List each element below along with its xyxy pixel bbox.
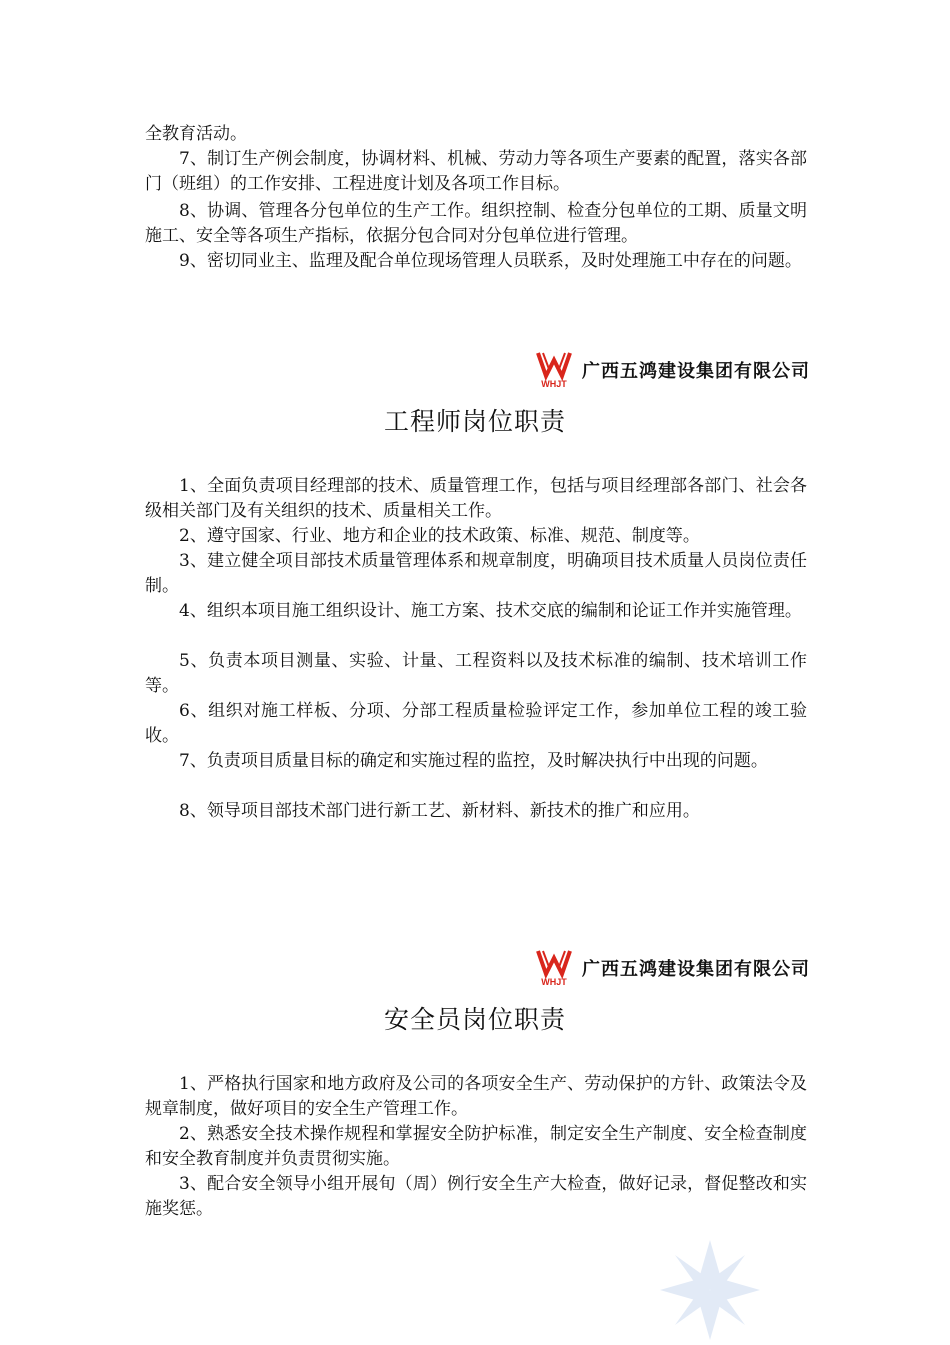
safety-item-3: 3、配合安全领导小组开展旬（周）例行安全生产大检查，做好记录，督促整改和实施奖惩。 — [145, 1174, 807, 1219]
engineer-item-4: 4、组织本项目施工组织设计、施工方案、技术交底的编制和论证工作并实施管理。 — [179, 601, 802, 621]
engineer-item-7: 7、负责项目质量目标的确定和实施过程的监控，及时解决执行中出现的问题。 — [179, 751, 768, 771]
company-logo-icon — [532, 350, 576, 390]
company-logo-icon — [532, 948, 576, 988]
continuation-item-9: 9、密切同业主、监理及配合单位现场管理人员联系，及时处理施工中存在的问题。 — [179, 251, 802, 271]
section-title-engineer: 工程师岗位职责 — [383, 407, 566, 436]
engineer-item-3: 3、建立健全项目部技术质量管理体系和规章制度，明确项目技术质量人员岗位责任制。 — [145, 551, 807, 596]
engineer-item-8: 8、领导项目部技术部门进行新工艺、新材料、新技术的推广和应用。 — [179, 801, 700, 821]
company-header-2 — [515, 948, 810, 988]
continuation-item-8: 8、协调、管理各分包单位的生产工作。组织控制、检查分包单位的工期、质量文明施工、安全等各项生产指标，依据分包合同对分包单位进行管理。 — [145, 201, 807, 246]
continuation-item-7: 7、制订生产例会制度，协调材料、机械、劳动力等各项生产要素的配置，落实各部门（班组）的工作安排、工程进度计划及各项工作目标。 — [145, 149, 807, 194]
safety-item-1: 1、严格执行国家和地方政府及公司的各项安全生产、劳动保护的方针、政策法令及规章制度，做好项目的安全生产管理工作。 — [145, 1074, 807, 1119]
section-title-safety: 安全员岗位职责 — [383, 1005, 566, 1034]
logo-text: WHJT — [541, 977, 567, 987]
continuation-line-0: 全教育活动。 — [145, 124, 247, 144]
safety-item-2: 2、熟悉安全技术操作规程和掌握安全防护标准，制定安全生产制度、安全检查制度和安全教育制度并负责贯彻实施。 — [145, 1124, 807, 1169]
company-name: 广西五鸿建设集团有限公司 — [582, 361, 810, 382]
company-name: 广西五鸿建设集团有限公司 — [582, 959, 810, 980]
engineer-item-1: 1、全面负责项目经理部的技术、质量管理工作，包括与项目经理部各部门、社会各级相关部门及有关组织的技术、质量相关工作。 — [145, 476, 807, 521]
engineer-item-6: 6、组织对施工样板、分项、分部工程质量检验评定工作，参加单位工程的竣工验收。 — [145, 701, 807, 746]
logo-text: WHJT — [541, 379, 567, 389]
company-header-1 — [515, 350, 810, 390]
snowflake-watermark-icon — [655, 1235, 765, 1345]
engineer-item-5: 5、负责本项目测量、实验、计量、工程资料以及技术标准的编制、技术培训工作等。 — [145, 651, 807, 696]
engineer-item-2: 2、遵守国家、行业、地方和企业的技术政策、标准、规范、制度等。 — [179, 526, 700, 546]
